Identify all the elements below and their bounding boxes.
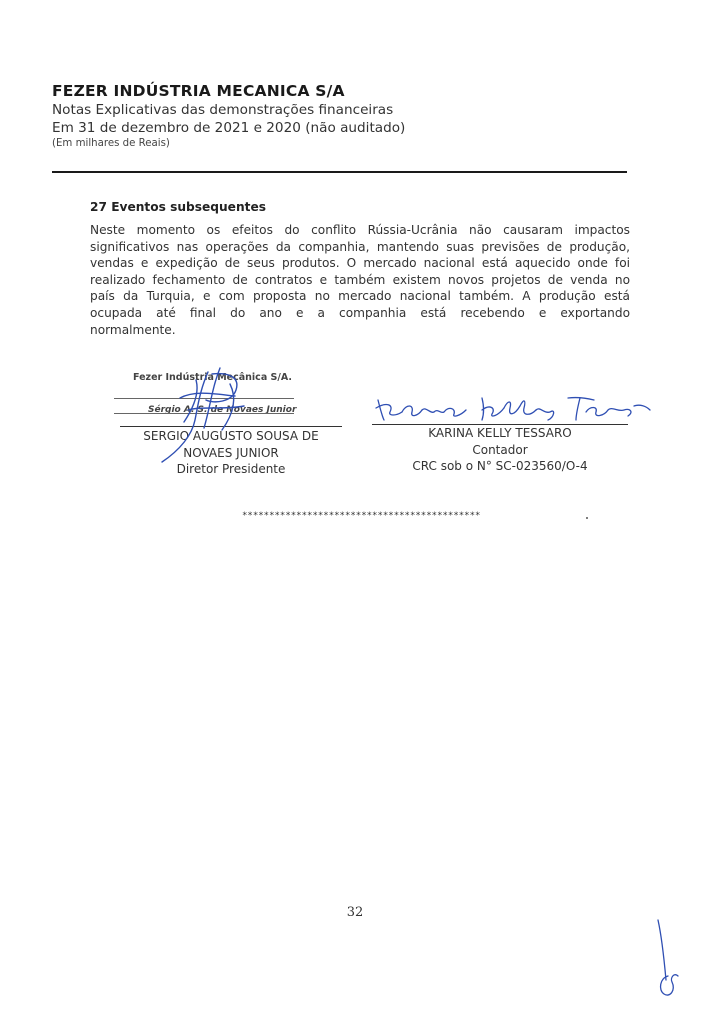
handwritten-signature-right [372,394,654,424]
document-period: Em 31 de dezembro de 2021 e 2020 (não auditado) [52,120,406,136]
section-paragraph [90,222,630,338]
signatory-right [372,425,628,475]
paragraph-line: ocupada até final do ano e a companhia está recebendo e exportando [90,305,630,320]
page-number: 32 [346,905,364,920]
signatory-name: KARINA KELLY TESSARO [428,426,572,440]
paragraph-line: vendas e expedição de seus produtos. O mercado nacional está aquecido onde foi [90,256,630,271]
signatory-role: Diretor Presidente [176,462,286,476]
speck [586,517,588,519]
stamp-signer-name: Sérgio A. S. de Novaes Junior [148,405,297,415]
section-title: 27 Eventos subsequentes [90,200,266,214]
signatory-name: SERGIO AUGUSTO SOUSA DE [143,429,319,443]
document-subtitle: Notas Explicativas das demonstrações financeiras [52,102,394,118]
paragraph-line: país da Turquia, e com proposta no mercado nacional também. A produção está [90,289,630,304]
handwritten-signature-left [140,360,270,470]
signatory-registration: CRC sob o N° SC-023560/O-4 [412,459,588,473]
paragraph-line: realizado fechamento de contratos e também existem novos projetos de venda no [90,272,630,287]
signatory-role: Contador [472,442,528,457]
stamp-company-name: Fezer Indústria Mecânica S/A. [133,372,292,383]
initials-mark [652,918,688,1002]
paragraph-line: significativos nas operações da companhia, mantendo suas previsões de produção, [90,239,630,254]
currency-note: (Em milhares de Reais) [52,138,170,149]
separator-stars: ******************************************** [242,511,481,521]
paragraph-line: normalmente. [90,322,176,337]
paragraph-line: Neste momento os efeitos do conflito Rússia-Ucrânia não causaram impactos [90,223,630,237]
header-divider [52,171,627,173]
company-name: FEZER INDÚSTRIA MECANICA S/A [52,82,345,100]
signatory-name: NOVAES JUNIOR [183,445,279,460]
